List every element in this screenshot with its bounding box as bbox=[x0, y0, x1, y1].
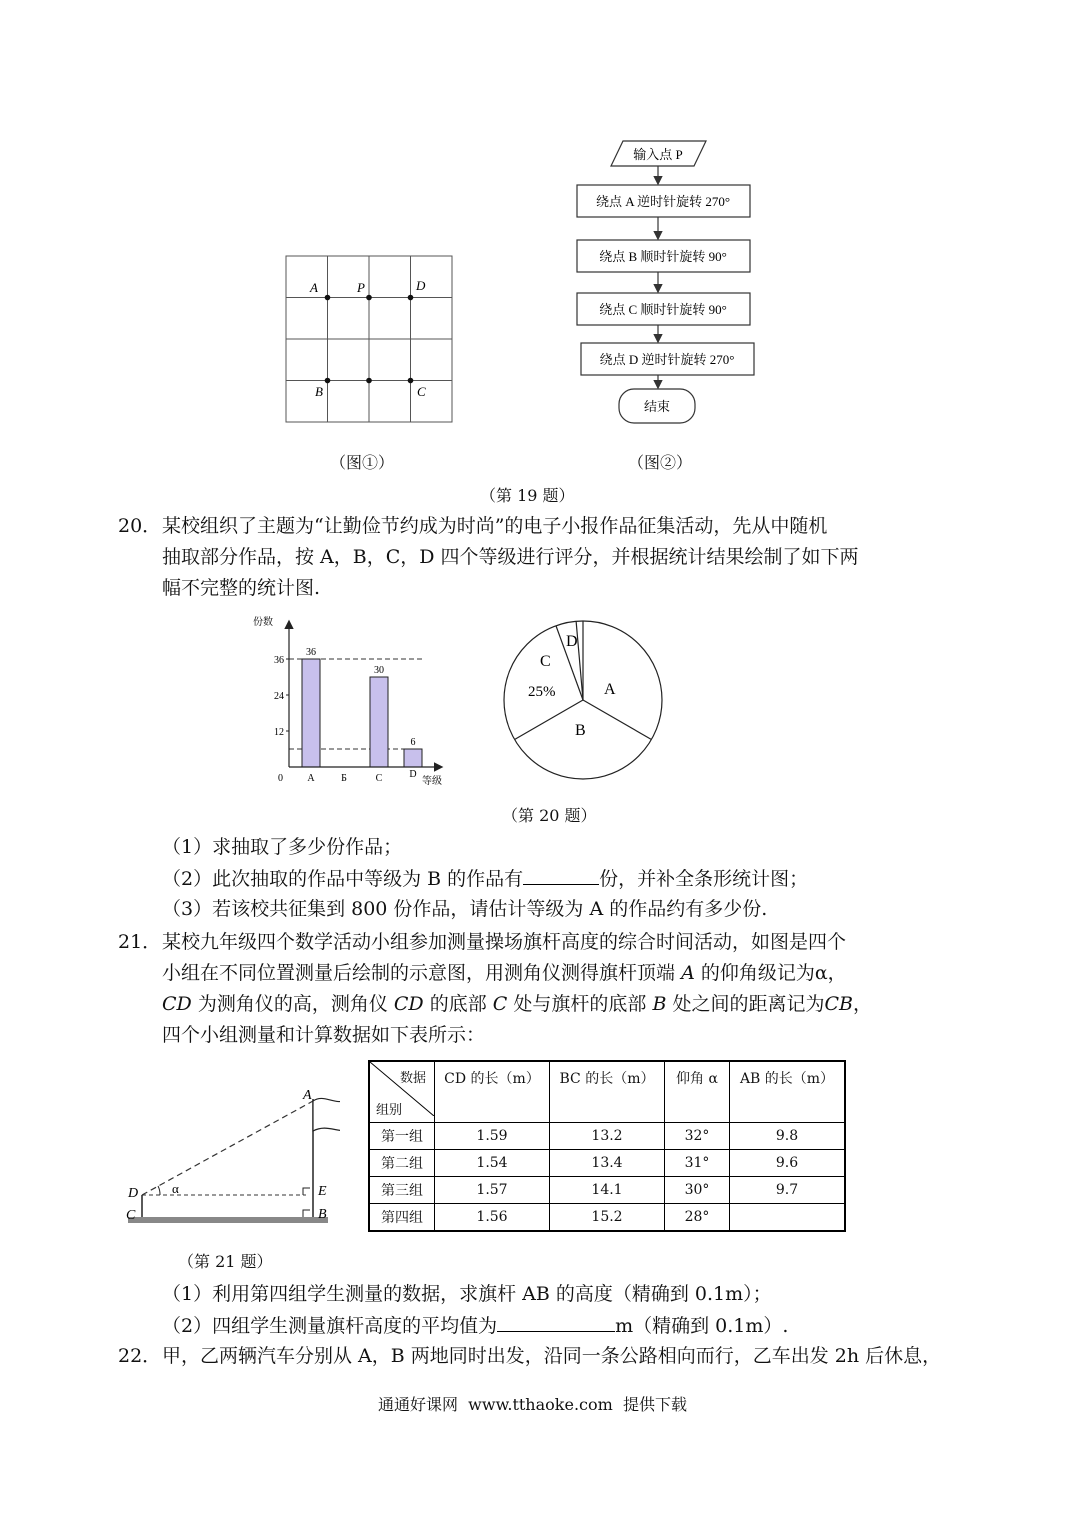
grid-point-D bbox=[408, 295, 414, 301]
cell-group: 第四组 bbox=[369, 1204, 435, 1232]
cell-group: 第三组 bbox=[369, 1177, 435, 1204]
flow-step4-text: 绕点 D 逆时针旋转 270° bbox=[599, 352, 735, 367]
corner-top-label: 数据 bbox=[399, 1071, 426, 1086]
cell-group: 第一组 bbox=[369, 1123, 435, 1150]
grid-point-A bbox=[325, 295, 331, 301]
q21-line3-mid3: 处与旗杆的底部 bbox=[513, 993, 647, 1015]
q21-data-table bbox=[368, 1060, 846, 1232]
cell-angle: 31° bbox=[665, 1150, 730, 1177]
bar-y-title: 份数 bbox=[253, 617, 273, 628]
cell-ab: 9.7 bbox=[730, 1177, 846, 1204]
bar-data-label: 6 bbox=[410, 737, 416, 748]
q20-pie-chart bbox=[500, 614, 670, 786]
table-header-CD: CD 的长（m） bbox=[435, 1061, 550, 1123]
q20-text-line3: 幅不完整的统计图. bbox=[162, 577, 321, 599]
bar-category-label: A bbox=[307, 773, 315, 784]
q21-line3-mid: 为测角仪的高，测角仪 bbox=[197, 993, 388, 1015]
pie-label-A: A bbox=[604, 681, 616, 698]
flow-end-text: 结束 bbox=[643, 399, 671, 414]
grid-point-B bbox=[325, 378, 331, 384]
q21-line3-C: C bbox=[492, 993, 508, 1015]
q21-text-line2 bbox=[162, 957, 847, 989]
q21-sub2-blank[interactable] bbox=[497, 1309, 615, 1332]
bar-x-title: 等级 bbox=[422, 776, 442, 787]
q20-sub3: （3）若该校共征集到 800 份作品，请估计等级为 A 的作品约有多少份. bbox=[162, 898, 768, 920]
q19-grid-figure bbox=[280, 250, 460, 430]
bar-D bbox=[404, 749, 422, 767]
ground bbox=[128, 1217, 328, 1223]
sight-line bbox=[142, 1101, 313, 1195]
q22-number: 22． bbox=[118, 1345, 162, 1367]
q21-text-line3 bbox=[162, 988, 872, 1020]
bar-y-tick-label: 0 bbox=[278, 773, 283, 784]
grid-point-P bbox=[366, 295, 372, 301]
bar-category-label: D bbox=[409, 769, 417, 780]
flow-step1-text: 绕点 A 逆时针旋转 270° bbox=[595, 194, 731, 209]
table-header-AB: AB 的长（m） bbox=[730, 1061, 846, 1123]
cell-bc: 14.1 bbox=[550, 1177, 665, 1204]
table-row bbox=[369, 1123, 845, 1150]
bar-y-tick-label: 24 bbox=[274, 691, 284, 702]
pie-label-D: D bbox=[566, 633, 578, 650]
q19-fig2-caption: （图②） bbox=[628, 453, 693, 472]
q21-text-line4: 四个小组测量和计算数据如下表所示： bbox=[162, 1024, 486, 1046]
q21-text-line1: 某校九年级四个数学活动小组参加测量操场旗杆高度的综合时间活动，如图是四个 bbox=[162, 931, 847, 953]
corner-bottom-label: 组别 bbox=[376, 1103, 403, 1118]
fig-label-B: B bbox=[318, 1207, 327, 1222]
grid-label-P: P bbox=[357, 280, 365, 295]
grid-label-B: B bbox=[315, 384, 323, 399]
q20-sub2-blank[interactable] bbox=[523, 862, 599, 885]
q20-caption: （第 20 题） bbox=[502, 806, 597, 825]
q21-line2-pre: 小组在不同位置测量后绘制的示意图，用测角仪测得旗杆顶端 bbox=[162, 962, 676, 984]
q19-flowchart bbox=[570, 135, 790, 435]
table-corner-cell bbox=[369, 1061, 435, 1123]
q20-sub1: （1）求抽取了多少份作品； bbox=[162, 836, 403, 858]
q20-sub2-post: 份，并补全条形统计图； bbox=[599, 868, 809, 890]
cell-bc: 13.2 bbox=[550, 1123, 665, 1150]
fig-label-alpha: α bbox=[172, 1181, 179, 1196]
q20-sub2 bbox=[162, 862, 808, 895]
bar-A bbox=[302, 659, 320, 767]
grid-point-C bbox=[408, 378, 414, 384]
cell-ab: 9.6 bbox=[730, 1150, 846, 1177]
fig-label-D: D bbox=[128, 1186, 139, 1201]
cell-ab: 9.8 bbox=[730, 1123, 846, 1150]
fig-label-A: A bbox=[303, 1088, 312, 1103]
bar-C bbox=[370, 677, 388, 767]
bar-data-label: 36 bbox=[306, 647, 316, 658]
cell-cd: 1.57 bbox=[435, 1177, 550, 1204]
flow-step3-text: 绕点 C 顺时针旋转 90° bbox=[599, 302, 727, 317]
q21-caption: （第 21 题） bbox=[178, 1252, 273, 1271]
cell-angle: 28° bbox=[665, 1204, 730, 1232]
bar-category-label: C bbox=[375, 773, 383, 784]
flag bbox=[313, 1098, 340, 1131]
cell-group: 第二组 bbox=[369, 1150, 435, 1177]
cell-bc: 13.4 bbox=[550, 1150, 665, 1177]
fig-label-C: C bbox=[126, 1208, 136, 1223]
cell-angle: 32° bbox=[665, 1123, 730, 1150]
page-footer: 通通好课网 www.tthaoke.com 提供下载 bbox=[378, 1395, 687, 1414]
q21-line3-B: B bbox=[652, 993, 667, 1015]
cell-angle: 30° bbox=[665, 1177, 730, 1204]
q21-sub2-post: m（精确到 0.1m）. bbox=[615, 1315, 789, 1337]
q19-caption: （第 19 题） bbox=[480, 486, 575, 505]
cell-ab bbox=[730, 1204, 846, 1232]
pie-label-C: C bbox=[540, 653, 551, 670]
cell-bc: 15.2 bbox=[550, 1204, 665, 1232]
table-row bbox=[369, 1177, 845, 1204]
fig-label-E: E bbox=[318, 1184, 327, 1199]
cell-cd: 1.59 bbox=[435, 1123, 550, 1150]
cell-cd: 1.54 bbox=[435, 1150, 550, 1177]
q20-text-line1: 某校组织了主题为“让勤俭节约成为时尚”的电子小报作品征集活动，先从中随机 bbox=[162, 515, 828, 537]
q21-line2-A: A bbox=[681, 962, 695, 984]
q20-sub2-pre: （2）此次抽取的作品中等级为 B 的作品有 bbox=[162, 868, 524, 890]
pie-annotation-pct: 25% bbox=[528, 684, 556, 700]
q20-text-line2: 抽取部分作品，按 A，B，C，D 四个等级进行评分，并根据统计结果绘制了如下两 bbox=[162, 546, 859, 568]
bar-category-label: Б bbox=[341, 773, 347, 784]
q21-sub2-pre: （2）四组学生测量旗杆高度的平均值为 bbox=[162, 1315, 498, 1337]
flow-step2-text: 绕点 B 顺时针旋转 90° bbox=[599, 249, 727, 264]
table-row bbox=[369, 1150, 845, 1177]
flow-input-text: 输入点 P bbox=[633, 147, 683, 162]
grid-point-mid bbox=[366, 378, 372, 384]
bar-y-tick-label: 12 bbox=[274, 727, 284, 738]
q21-sub1: （1）利用第四组学生测量的数据，求旗杆 AB 的高度（精确到 0.1m）； bbox=[162, 1283, 772, 1305]
q21-number: 21． bbox=[118, 931, 162, 953]
q21-line3-mid4: 处之间的距离记为 bbox=[672, 993, 825, 1015]
grid-label-D: D bbox=[416, 278, 426, 293]
q21-line2-post: 的仰角级记为α， bbox=[700, 962, 847, 984]
grid-label-C: C bbox=[417, 384, 426, 399]
q20-bar-chart bbox=[245, 612, 460, 792]
angle-arc bbox=[158, 1186, 160, 1195]
q21-sub2 bbox=[162, 1309, 788, 1342]
q21-line3-mid2: 的底部 bbox=[429, 993, 487, 1015]
q20-number: 20． bbox=[118, 515, 162, 537]
bar-data-label: 30 bbox=[374, 665, 384, 676]
table-row bbox=[369, 1204, 845, 1232]
table-header-BC: BC 的长（m） bbox=[550, 1061, 665, 1123]
bar-y-tick-label: 36 bbox=[274, 655, 284, 666]
q21-line3-CD2: CD bbox=[393, 993, 424, 1015]
grid-label-A: A bbox=[310, 280, 318, 295]
q21-line3-CB: CB bbox=[824, 993, 853, 1015]
pie-label-B: B bbox=[575, 722, 586, 739]
q21-flagpole-figure bbox=[120, 1085, 340, 1230]
q22-text: 甲，乙两辆汽车分别从 A，B 两地同时出发，沿同一条公路相向而行，乙车出发 2h 后休息， bbox=[162, 1345, 942, 1367]
q21-line3-end: ， bbox=[852, 993, 872, 1015]
q19-fig1-caption: （图①） bbox=[330, 453, 395, 472]
cell-cd: 1.56 bbox=[435, 1204, 550, 1232]
q21-line3-CD: CD bbox=[162, 993, 192, 1015]
table-header-angle: 仰角 α bbox=[665, 1061, 730, 1123]
